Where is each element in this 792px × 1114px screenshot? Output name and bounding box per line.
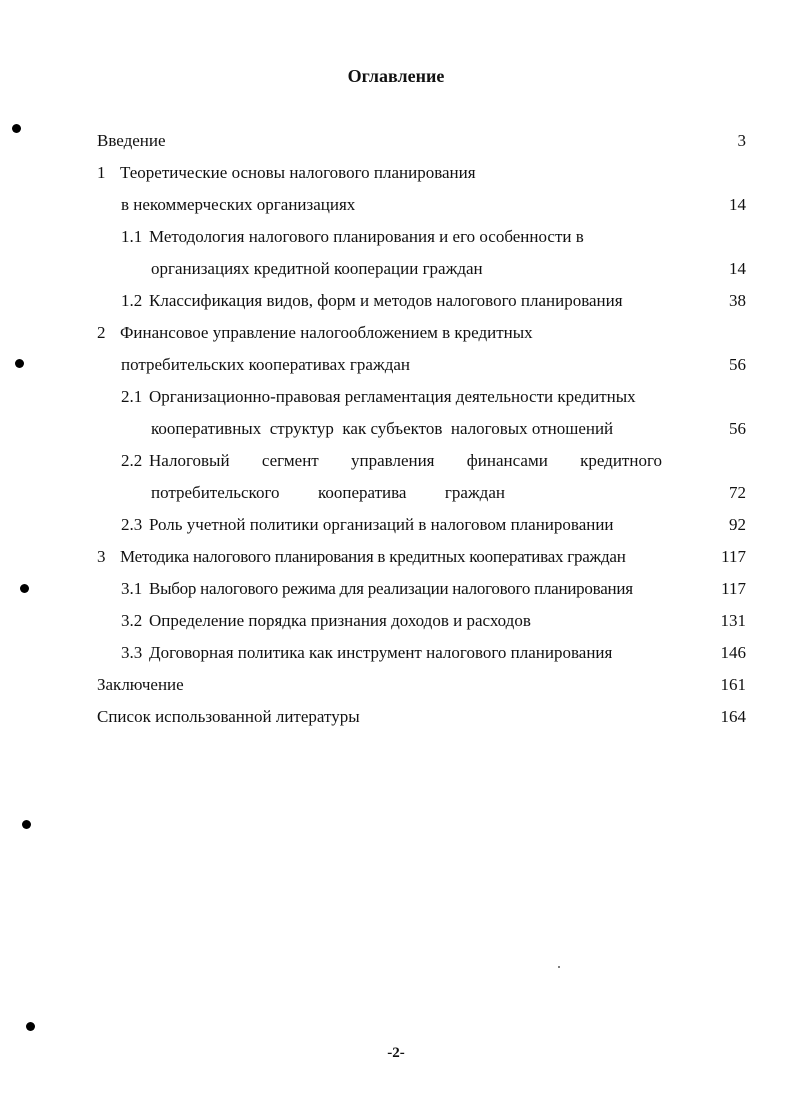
- toc-entry-text: Теоретические основы налогового планирования: [120, 163, 476, 182]
- toc-page-number: 3: [737, 131, 746, 150]
- toc-entry-text: Финансовое управление налогообложением в кредитных: [120, 323, 533, 342]
- toc-entry-section-1-2[interactable]: [121, 289, 691, 313]
- toc-page-number: 14: [729, 195, 746, 214]
- toc-entry-text: Список использованной литературы: [97, 707, 360, 726]
- toc-entry-number: 1: [97, 163, 106, 182]
- toc-page-number: 38: [729, 291, 746, 310]
- toc-entry-number: 2.3: [121, 515, 143, 534]
- toc-page-number: 161: [720, 675, 746, 694]
- toc-page-number: 146: [720, 643, 746, 662]
- toc-entry-text: Заключение: [97, 675, 184, 694]
- binder-hole-3: [20, 584, 29, 593]
- toc-page-number: 164: [720, 707, 746, 726]
- toc-entry-chapter-2[interactable]: [97, 321, 697, 345]
- toc-entry-text: Договорная политика как инструмент налогового планирования: [149, 643, 613, 662]
- toc-word: потребительского: [151, 483, 280, 502]
- toc-word: Налоговый: [149, 451, 230, 470]
- toc-entry-chapter-1[interactable]: [97, 161, 697, 185]
- toc-entry-number: 2.1: [121, 387, 143, 406]
- toc-entry-text: Методика налогового планирования в кредитных кооперативах граждан: [120, 547, 626, 566]
- toc-entry-section-3-3[interactable]: [121, 641, 691, 665]
- toc-entry-number: 2: [97, 323, 106, 342]
- toc-entry-section-3-1[interactable]: [121, 577, 711, 601]
- toc-page-number: 56: [729, 419, 746, 438]
- toc-page-number: 14: [729, 259, 746, 278]
- toc-entry-text: [149, 449, 662, 473]
- binder-hole-4: [22, 820, 31, 829]
- toc-word: финансами: [466, 451, 548, 470]
- toc-entry-text: Роль учетной политики организаций в налоговом планировании: [149, 515, 614, 534]
- toc-word: управления: [351, 451, 435, 470]
- toc-entry-text: Введение: [97, 131, 166, 150]
- toc-entry-number: 2.2: [121, 451, 143, 470]
- toc-entry-number: 3: [97, 547, 106, 566]
- toc-page-number: 117: [721, 547, 746, 566]
- toc-entry-number: 3.3: [121, 643, 143, 662]
- toc-entry-section-3-2[interactable]: [121, 609, 621, 633]
- toc-page-number: 117: [721, 579, 746, 598]
- toc-entry-chapter-3[interactable]: [97, 545, 712, 569]
- toc-word: кредитного: [580, 451, 662, 470]
- toc-entry-section-1-1[interactable]: [121, 225, 681, 249]
- toc-entry-text: Методология налогового планирования и его особенности в: [149, 227, 584, 246]
- toc-entry-number: 3.1: [121, 579, 143, 598]
- toc-entry-number: 3.2: [121, 611, 143, 630]
- toc-entry-section-2-3[interactable]: [121, 513, 681, 537]
- toc-entry-text: организациях кредитной кооперации граждан: [151, 259, 483, 278]
- toc-page-number: 72: [729, 483, 746, 502]
- toc-entry-text: Определение порядка признания доходов и расходов: [149, 611, 531, 630]
- toc-word: кооператива: [317, 483, 407, 502]
- toc-entry-text: в некоммерческих организациях: [121, 195, 356, 214]
- toc-page-number: 92: [729, 515, 746, 534]
- toc-entry-text: Организационно-правовая регламентация деятельности кредитных: [149, 387, 636, 406]
- toc-entry-text: Выбор налогового режима для реализации налогового планирования: [149, 579, 633, 598]
- toc-entry-text: потребительских кооперативах граждан: [121, 355, 410, 374]
- toc-page-number: 131: [720, 611, 746, 630]
- toc-entry-text: [151, 481, 505, 505]
- binder-hole-1: [12, 124, 21, 133]
- toc-word: сегмент: [261, 451, 319, 470]
- scan-speck: [558, 966, 560, 968]
- toc-page-number: 56: [729, 355, 746, 374]
- toc-entry-text: кооперативных структур как субъектов налоговых отношений: [151, 419, 614, 438]
- toc-entry-text: Классификация видов, форм и методов налогового планирования: [149, 291, 623, 310]
- page-footer-number: -2-: [387, 1045, 405, 1061]
- toc-entry-number: 1.1: [121, 227, 143, 246]
- toc-entry-section-2-2-cont[interactable]: [151, 481, 511, 505]
- toc-entry-number: 1.2: [121, 291, 143, 310]
- toc-entry-section-2-2[interactable]: [121, 449, 666, 473]
- page-title: Оглавление: [347, 66, 445, 86]
- toc-entry-section-2-1[interactable]: [121, 385, 701, 409]
- binder-hole-5: [26, 1022, 35, 1031]
- toc-word: граждан: [444, 483, 505, 502]
- binder-hole-2: [15, 359, 24, 368]
